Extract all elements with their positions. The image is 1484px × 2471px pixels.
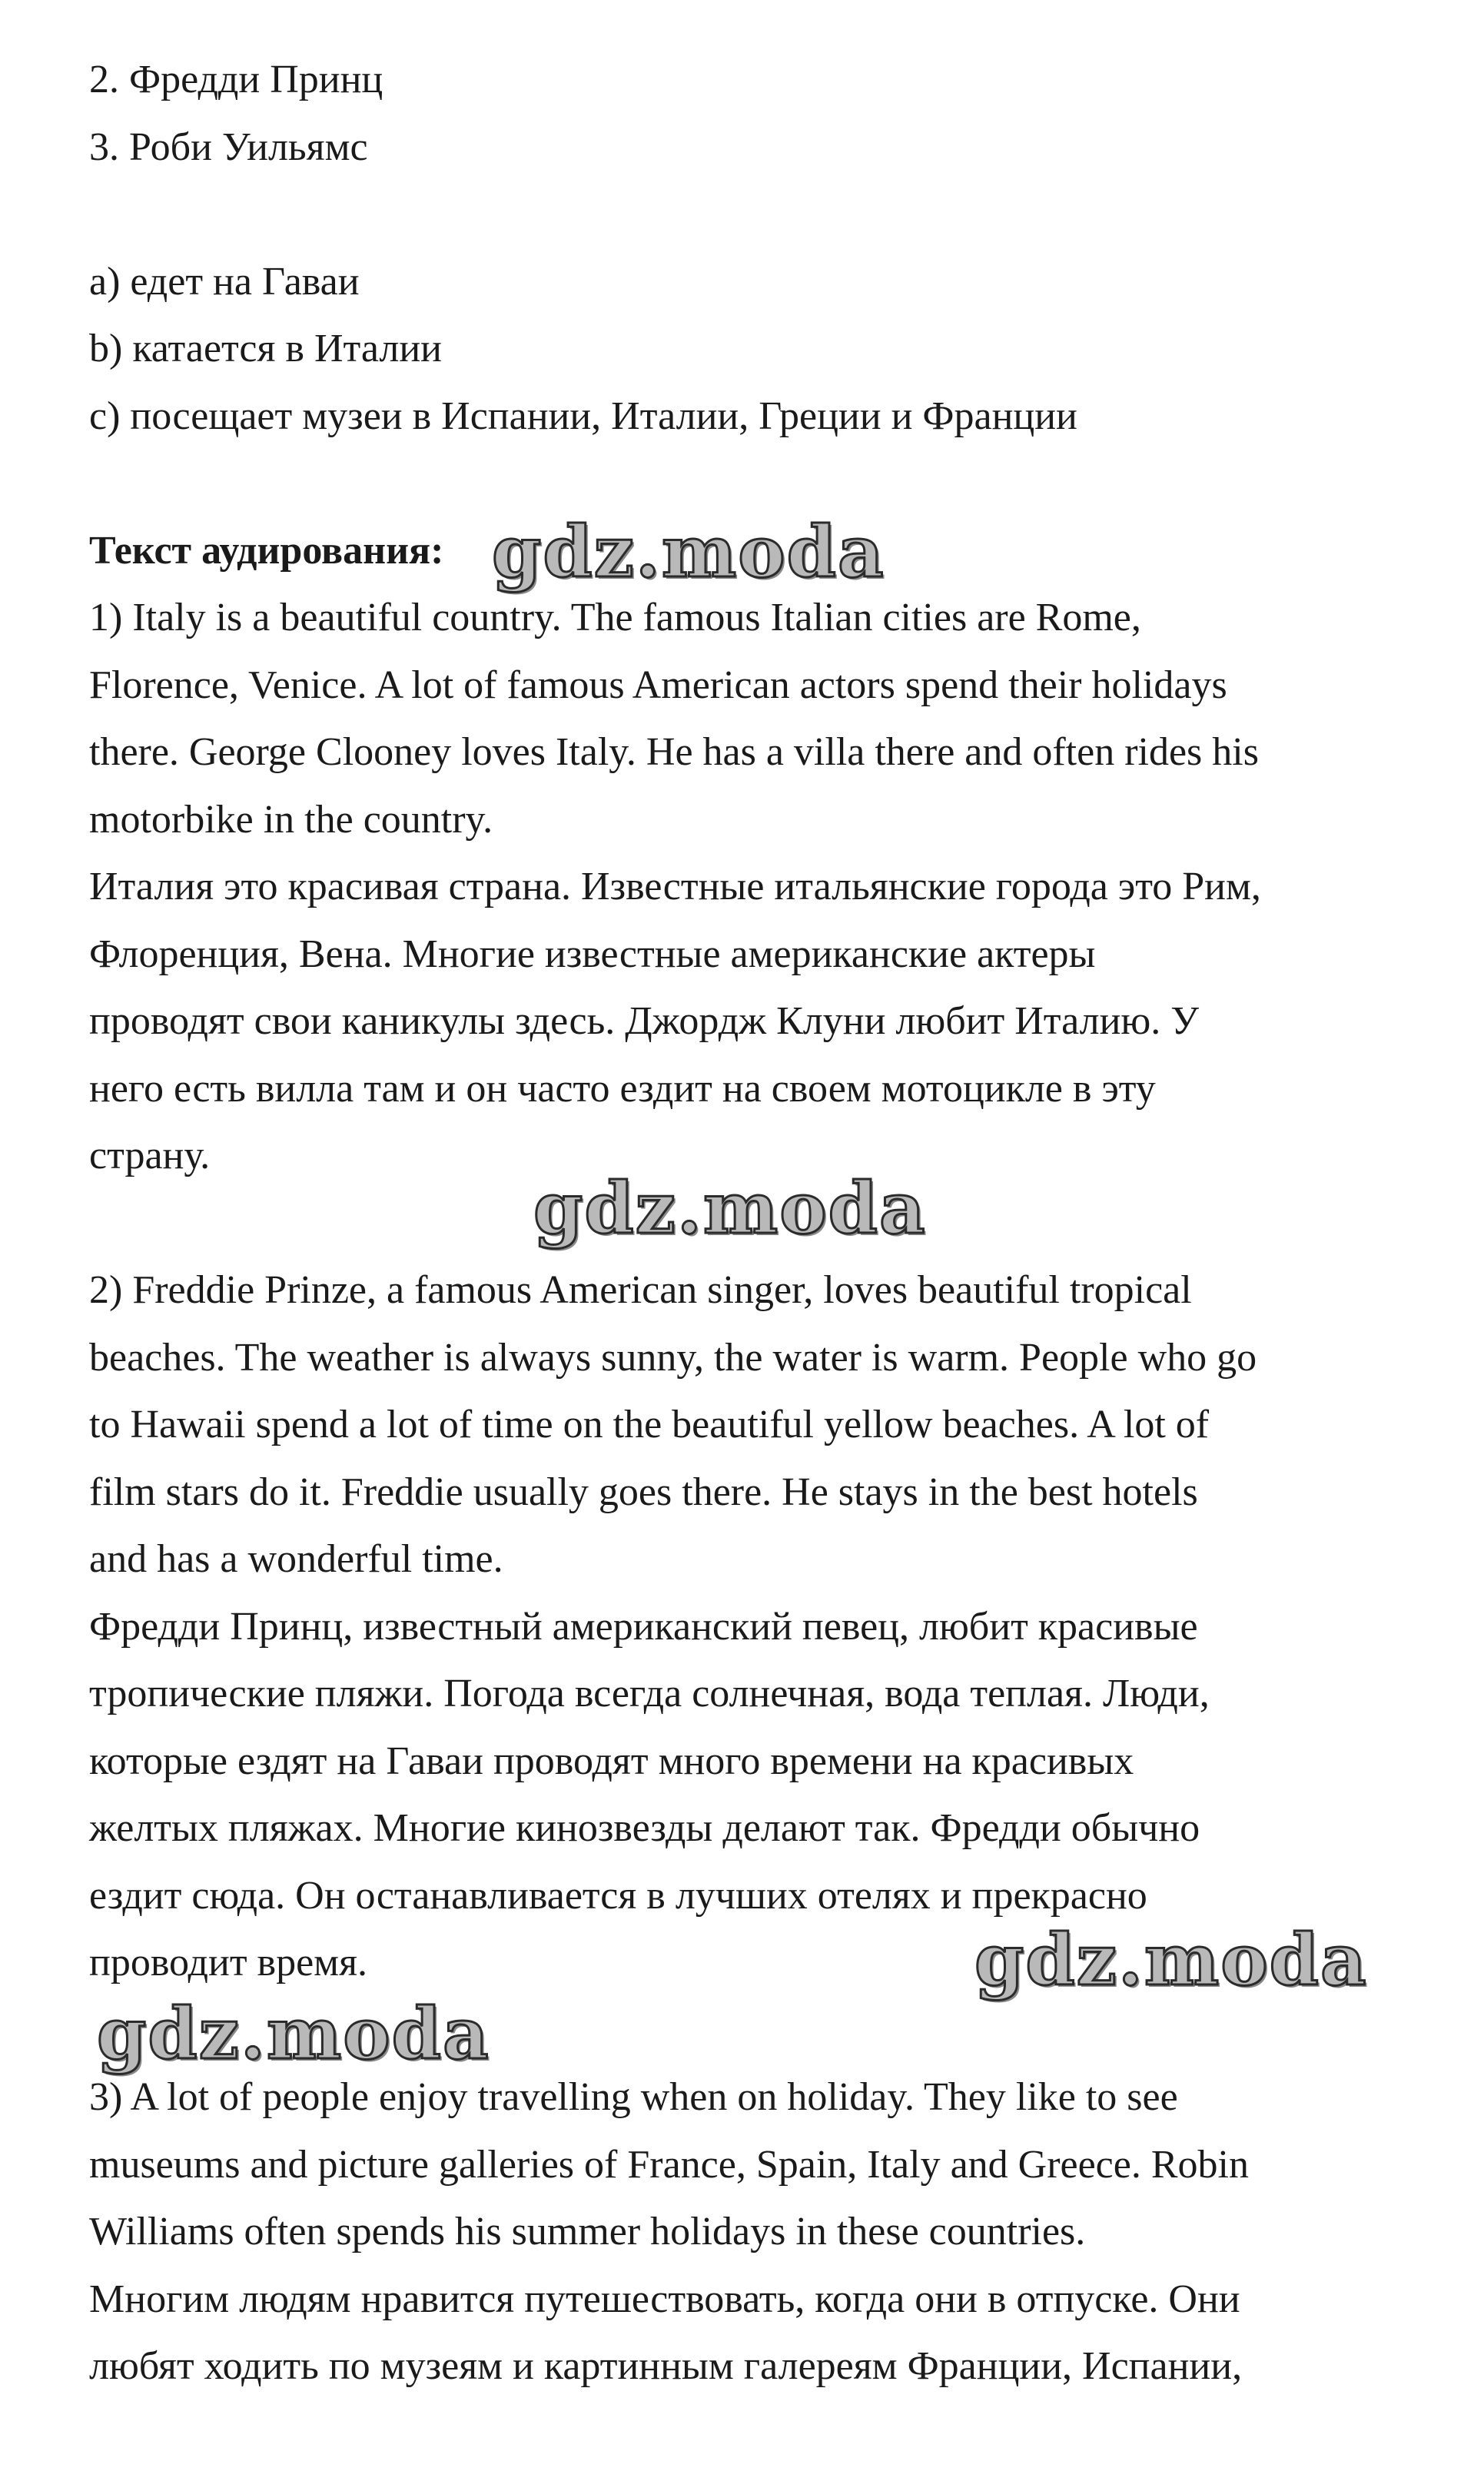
watermark-logo: gdz.moda (533, 1167, 927, 1250)
answer-option-a: a) едет на Гаваи (89, 259, 360, 304)
watermark-logo: gdz.moda (974, 1918, 1368, 2001)
text1-en-line: there. George Clooney loves Italy. He has a villa there and often rides his (89, 730, 1259, 774)
text1-ru-line: проводят свои каникулы здесь. Джордж Клуни любит Италию. У (89, 999, 1200, 1043)
spacer (89, 181, 1426, 248)
answer-name-3: 3. Роби Уильямс (89, 125, 368, 169)
text1-ru-line: Флоренция, Вена. Многие известные американские актеры (89, 932, 1096, 976)
text2-en-line: 2) Freddie Prinze, a famous American singer, loves beautiful tropical (89, 1268, 1192, 1312)
text3-ru-line: любят ходить по музеям и картинным галереям Франции, Испании, (89, 2344, 1243, 2388)
text1-en-line: Florence, Venice. A lot of famous American actors spend their holidays (89, 663, 1227, 707)
text2-ru-line: Фредди Принц, известный американский певец, любит красивые (89, 1604, 1198, 1649)
text3-ru-line: Многим людям нравится путешествовать, когда они в отпуске. Они (89, 2277, 1240, 2321)
watermark-logo: gdz.moda (97, 1992, 490, 2075)
text2-en-line: to Hawaii spend a lot of time on the beautiful yellow beaches. A lot of (89, 1403, 1210, 1446)
text2-ru-line: ездит сюда. Он останавливается в лучших отелях и прекрасно (89, 1873, 1147, 1918)
section-heading: Текст аудирования: (89, 528, 444, 573)
spacer (89, 450, 1426, 517)
text3-en-line: Williams often spends his summer holidays in these countries. (89, 2210, 1086, 2253)
text2-ru-line: проводит время. (89, 1941, 367, 1984)
text1-ru-line: страну. (89, 1134, 211, 1177)
text2-en-line: beaches. The weather is always sunny, the water is warm. People who go (89, 1335, 1257, 1380)
text3-en-line: museums and picture galleries of France, Spain, Italy and Greece. Robin (89, 2142, 1249, 2187)
text1-ru-line: него есть вилла там и он часто ездит на своем мотоцикле в эту (89, 1066, 1156, 1111)
answer-option-b: b) катается в Италии (89, 327, 443, 370)
text1-ru-line: Италия это красивая страна. Известные итальянские города это Рим, (89, 865, 1261, 908)
text2-ru-line: которые ездят на Гаваи проводят много времени на красивых (89, 1739, 1134, 1783)
text1-en-line: motorbike in the country. (89, 797, 493, 842)
text2-en-line: and has a wonderful time. (89, 1537, 503, 1581)
answer-name-2: 2. Фредди Принц (89, 58, 383, 101)
text1-en-line: 1) Italy is a beautiful country. The famous Italian cities are Rome, (89, 596, 1141, 639)
text2-ru-line: тропические пляжи. Погода всегда солнечная, вода теплая. Люди, (89, 1672, 1210, 1715)
text2-en-line: film stars do it. Freddie usually goes there. He stays in the best hotels (89, 1470, 1198, 1514)
watermark-logo: gdz.moda (492, 510, 885, 593)
answer-option-c: c) посещает музеи в Испании, Италии, Греции и Франции (89, 394, 1077, 438)
text2-ru-line: желтых пляжах. Многие кинозвезды делают так. Фредди обычно (89, 1806, 1200, 1850)
text3-en-line: 3) A lot of people enjoy travelling when on holiday. They like to see (89, 2075, 1178, 2119)
